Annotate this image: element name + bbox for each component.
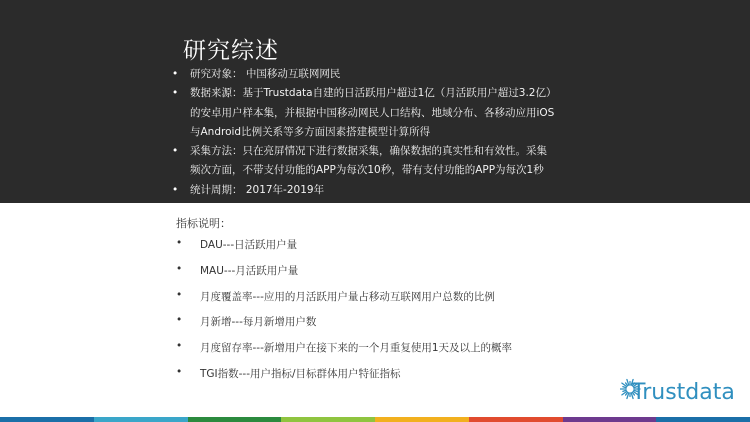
stripe-segment (375, 417, 469, 422)
summary-item (172, 65, 582, 84)
summary-item (172, 142, 582, 181)
bullet-icon: • (172, 183, 179, 196)
metric-item (176, 340, 512, 366)
bullet-icon: • (176, 314, 183, 327)
metric-item-label: TGI指数---用户指标/目标群体用户特征指标 (200, 367, 401, 380)
stripe-segment (563, 417, 657, 422)
summary-item-line: 的安卓用户样本集，并根据中国移动网民人口结构、地域分布、各移动应用iOS (190, 106, 555, 119)
metric-item-label: DAU---日活跃用户量 (200, 239, 298, 251)
bullet-icon: • (176, 237, 183, 249)
bullet-icon: • (176, 262, 183, 275)
bullet-icon: • (176, 288, 183, 301)
metric-item-label: 月新增---每月新增用户数 (200, 316, 317, 329)
metrics-heading: 指标说明： (176, 217, 231, 230)
stripe-segment (94, 417, 188, 422)
summary-item-line: 研究对象： 中国移动互联网网民 (190, 68, 341, 80)
stripe-segment (188, 417, 282, 422)
summary-item (172, 84, 582, 142)
metrics-list (176, 237, 512, 392)
bullet-icon: • (176, 340, 183, 353)
stripe-segment (656, 417, 750, 422)
stripe-segment (281, 417, 375, 422)
page-title: 研究综述 (183, 38, 279, 64)
bullet-icon: • (172, 87, 179, 100)
footer-color-stripe (0, 417, 750, 422)
summary-item-line: 统计周期： 2017年-2019年 (190, 183, 325, 196)
summary-item (172, 181, 582, 200)
summary-item-line: 数据来源：基于Trustdata自建的日活跃用户超过1亿（月活跃用户超过3.2亿） (190, 87, 557, 100)
metric-item (176, 263, 512, 289)
metric-item (176, 366, 512, 392)
bullet-icon: • (176, 365, 183, 378)
bullet-icon: • (172, 145, 179, 158)
research-summary-list (172, 65, 582, 200)
metric-item (176, 237, 512, 263)
bullet-icon: • (172, 68, 179, 80)
metric-item-label: 月度留存率---新增用户在接下来的一个月重复使用1天及以上的概率 (200, 342, 513, 355)
metric-item (176, 289, 512, 315)
summary-item-line: 频次方面，不带支付功能的APP为每次10秒，带有支付功能的APP为每次1秒 (190, 164, 544, 177)
metric-item-label: MAU---月活跃用户量 (200, 264, 299, 277)
metric-item-label: 月度覆盖率---应用的月活跃用户量占移动互联网用户总数的比例 (200, 290, 495, 303)
logo-text: Trustdata (632, 380, 735, 405)
summary-item-line: 与Android比例关系等多方面因素搭建模型计算所得 (190, 125, 431, 138)
metric-item (176, 314, 512, 340)
stripe-segment (0, 417, 94, 422)
stripe-segment (469, 417, 563, 422)
summary-item-line: 采集方法：只在亮屏情况下进行数据采集，确保数据的真实性和有效性。采集 (190, 145, 547, 158)
